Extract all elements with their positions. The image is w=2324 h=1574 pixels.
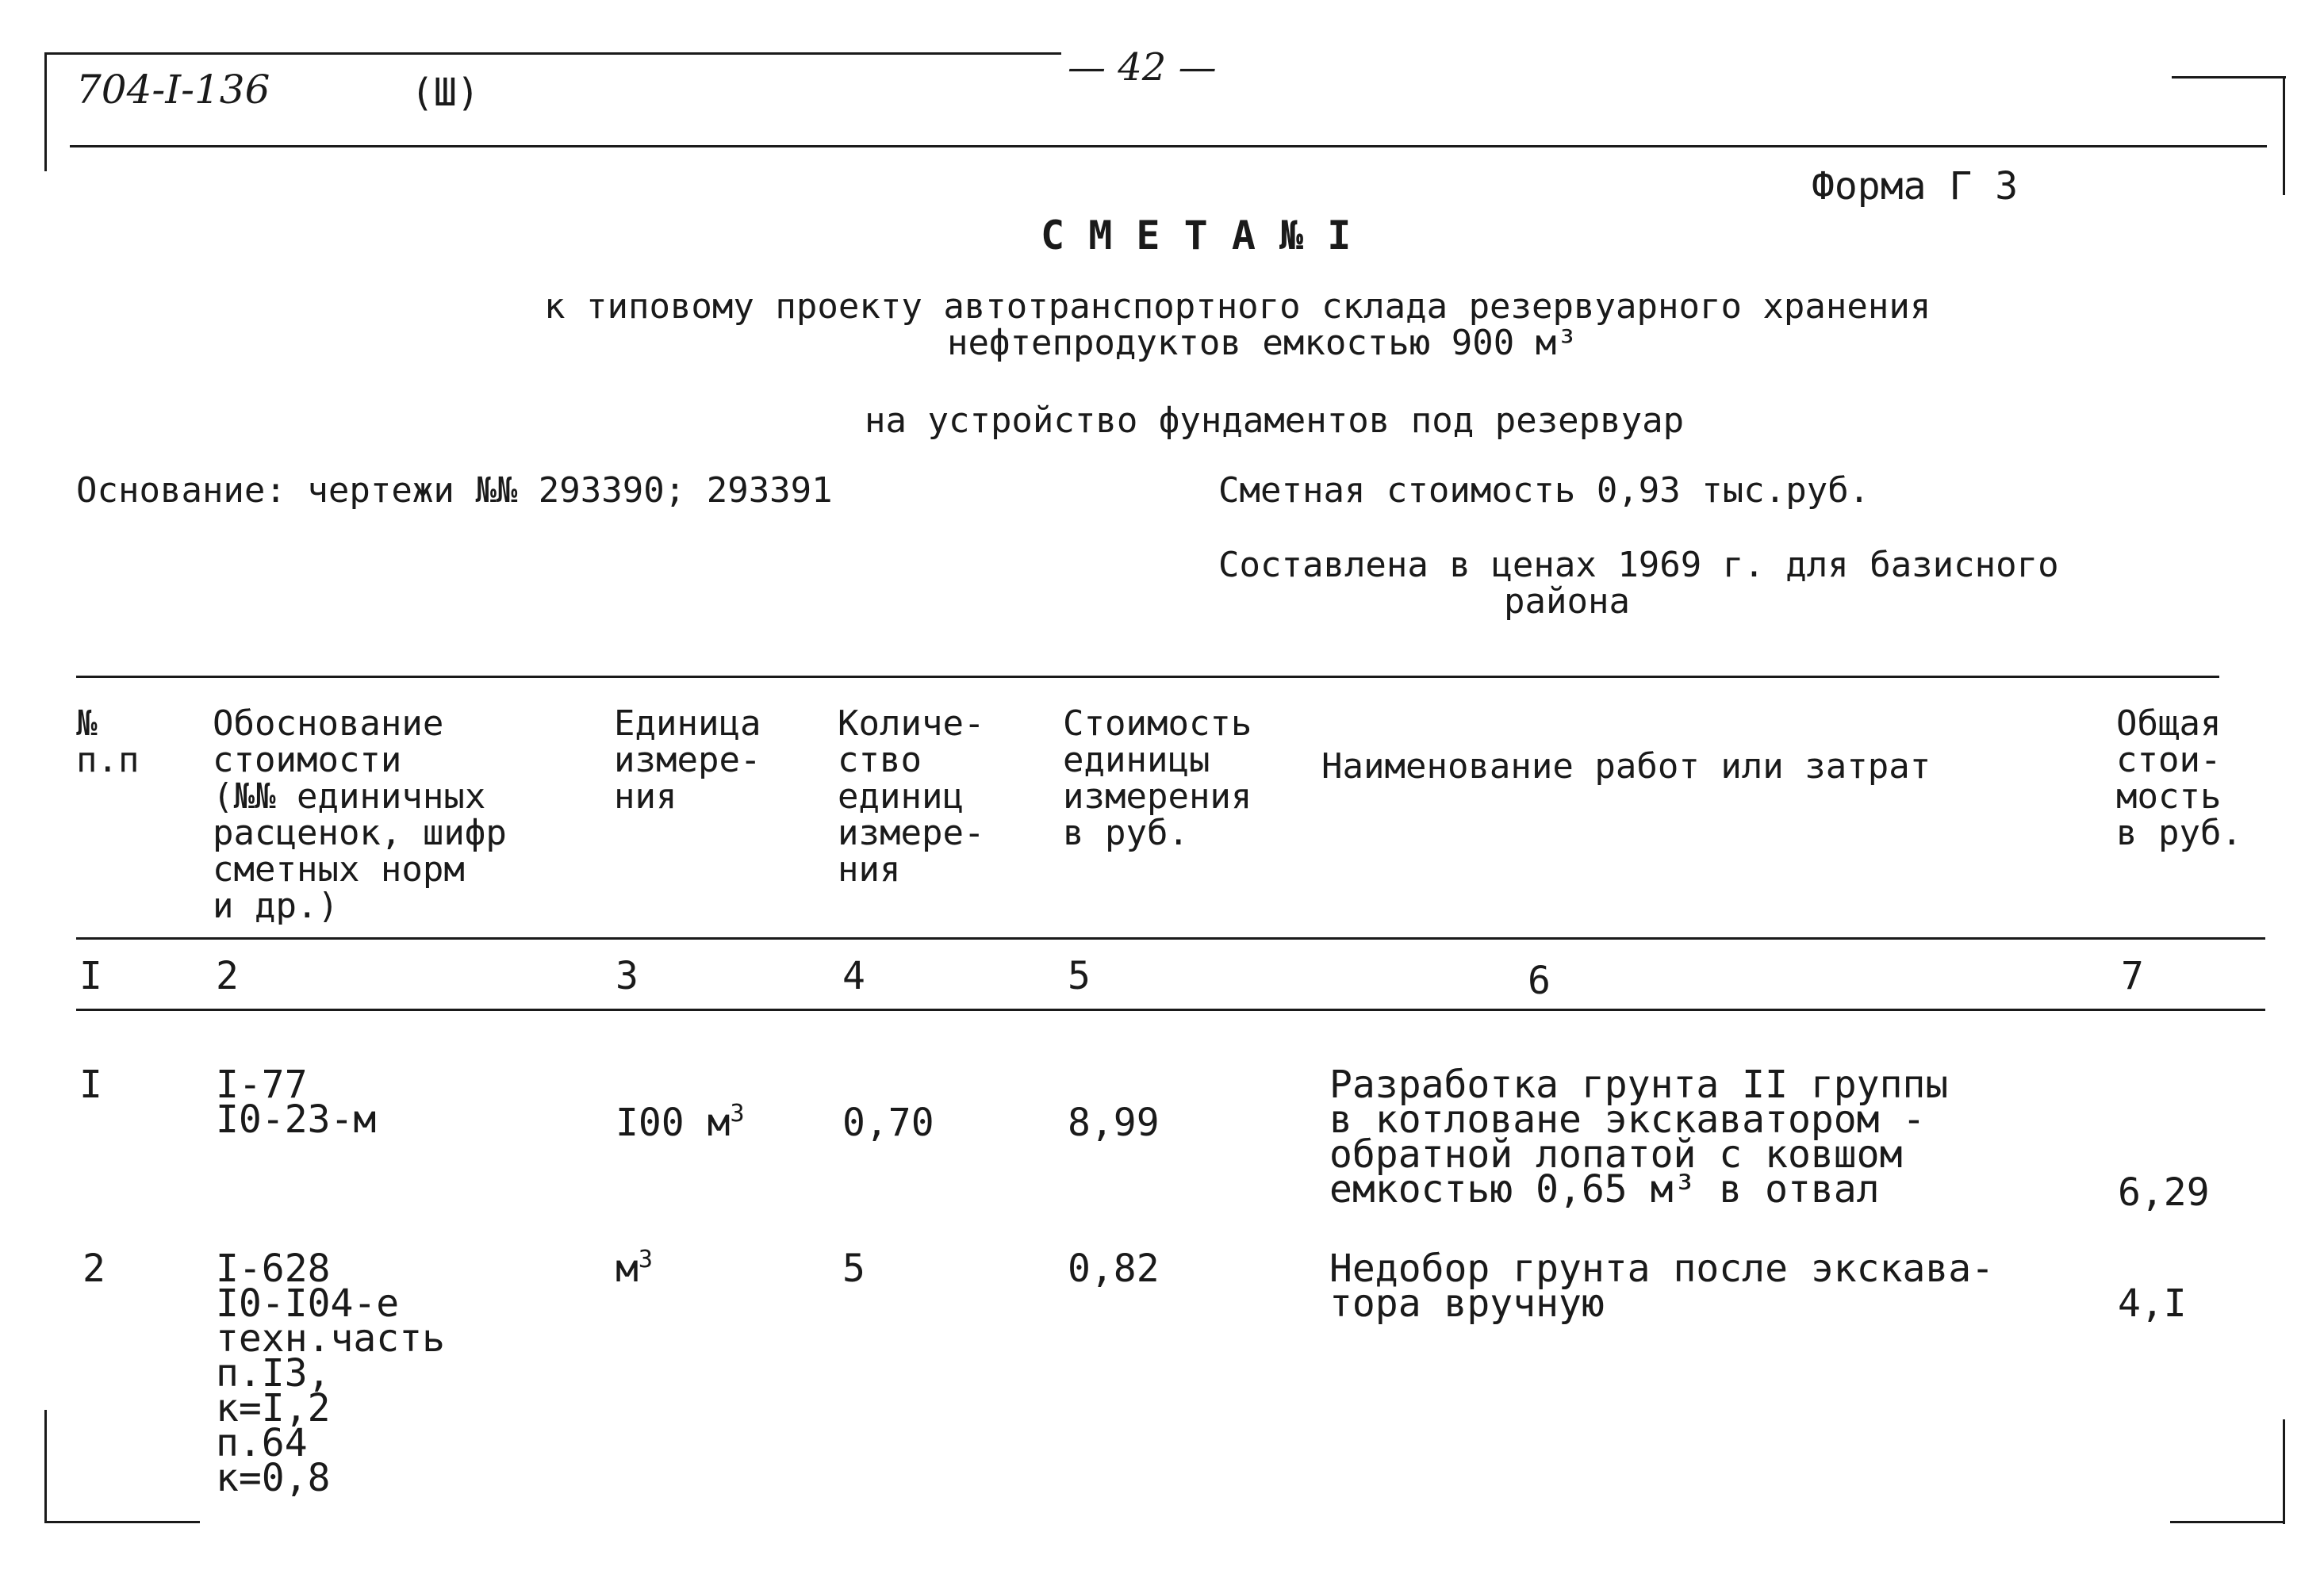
doc-subtitle-1: к типовому проекту автотранспортного склада резервуарного хранения bbox=[544, 286, 1931, 327]
row1-basis: I-77 I0-23-м bbox=[216, 1063, 377, 1142]
row2-basis: I-628 I0-I04-е техн.часть п.I3, к=I,2 п.64 к=0,8 bbox=[216, 1247, 445, 1500]
col-header-unit-cost: Стоимость единицы измерения в руб. bbox=[1063, 703, 1252, 853]
row1-name: Разработка грунта II группы в котловане экскаватором - обратной лопатой с ковшом емкостью 0,65 м³ в отвал bbox=[1329, 1063, 1949, 1212]
page-number: — 42 — bbox=[1068, 45, 1217, 90]
col-number-6: 6 bbox=[1528, 959, 1551, 1003]
row1-number: I bbox=[79, 1063, 102, 1107]
row2-number: 2 bbox=[82, 1247, 105, 1291]
row1-total: 6,29 bbox=[2118, 1170, 2210, 1215]
doc-purpose: на устройство фундаментов под резервуар bbox=[865, 400, 1685, 441]
col-number-5: 5 bbox=[1068, 954, 1091, 998]
col-header-qty: Количе- ство единиц измере- ния bbox=[838, 703, 985, 890]
doc-prices-2: района bbox=[1504, 581, 1630, 622]
col-number-4: 4 bbox=[842, 954, 865, 998]
row1-qty: 0,70 bbox=[842, 1101, 934, 1145]
frame-top-right bbox=[2172, 76, 2286, 79]
row2-unit: $м^3$ bbox=[616, 1246, 653, 1291]
col-number-3: 3 bbox=[616, 954, 639, 998]
frame-top-left bbox=[46, 52, 1061, 55]
table-header-rule bbox=[76, 937, 2265, 940]
doc-subtitle-2: нефтепродуктов емкостью 900 м³ bbox=[947, 323, 1578, 363]
col-header-unit: Единица измере- ния bbox=[614, 703, 761, 817]
row2-name: Недобор грунта после экскава- тора вручную bbox=[1329, 1247, 1995, 1326]
doc-code: 704-I-136 bbox=[76, 67, 270, 113]
col-number-7: 7 bbox=[2121, 954, 2144, 998]
doc-prices-1: Составлена в ценах 1969 г. для базисного bbox=[1218, 545, 2059, 585]
table-top-rule bbox=[76, 676, 2219, 678]
row1-unit-cost: 8,99 bbox=[1068, 1101, 1160, 1145]
frame-right-bottom bbox=[2283, 1419, 2285, 1524]
frame-bottom-left bbox=[44, 1521, 200, 1523]
header-rule bbox=[70, 145, 2267, 147]
frame-left-bottom bbox=[44, 1410, 47, 1522]
col-number-1: I bbox=[79, 954, 102, 998]
col-header-name: Наименование работ или затрат bbox=[1321, 746, 1931, 787]
row1-unit: I00 $м^3$ bbox=[616, 1100, 745, 1145]
doc-title: С М Е Т А № I bbox=[1041, 213, 1352, 259]
col-header-basis: Обоснование стоимости (№№ единичных расценок, шифр сметных норм и др.) bbox=[213, 703, 507, 926]
table-numbers-rule bbox=[76, 1009, 2265, 1011]
row2-total: 4,I bbox=[2118, 1281, 2187, 1326]
doc-basis: Основание: чертежи №№ 293390; 293391 bbox=[76, 470, 833, 511]
row2-unit-cost: 0,82 bbox=[1068, 1247, 1160, 1291]
col-header-number: № п.п bbox=[76, 703, 140, 780]
form-label: Форма Г 3 bbox=[1812, 164, 2019, 209]
frame-left-top bbox=[44, 52, 47, 171]
doc-cost: Сметная стоимость 0,93 тыс.руб. bbox=[1218, 470, 1870, 511]
col-number-2: 2 bbox=[216, 954, 239, 998]
row2-qty: 5 bbox=[842, 1247, 865, 1291]
frame-bottom-right bbox=[2170, 1521, 2285, 1523]
doc-volume: (Ш) bbox=[411, 71, 480, 115]
frame-right-top bbox=[2283, 76, 2285, 195]
col-header-total: Общая стои- мость в руб. bbox=[2116, 703, 2242, 853]
